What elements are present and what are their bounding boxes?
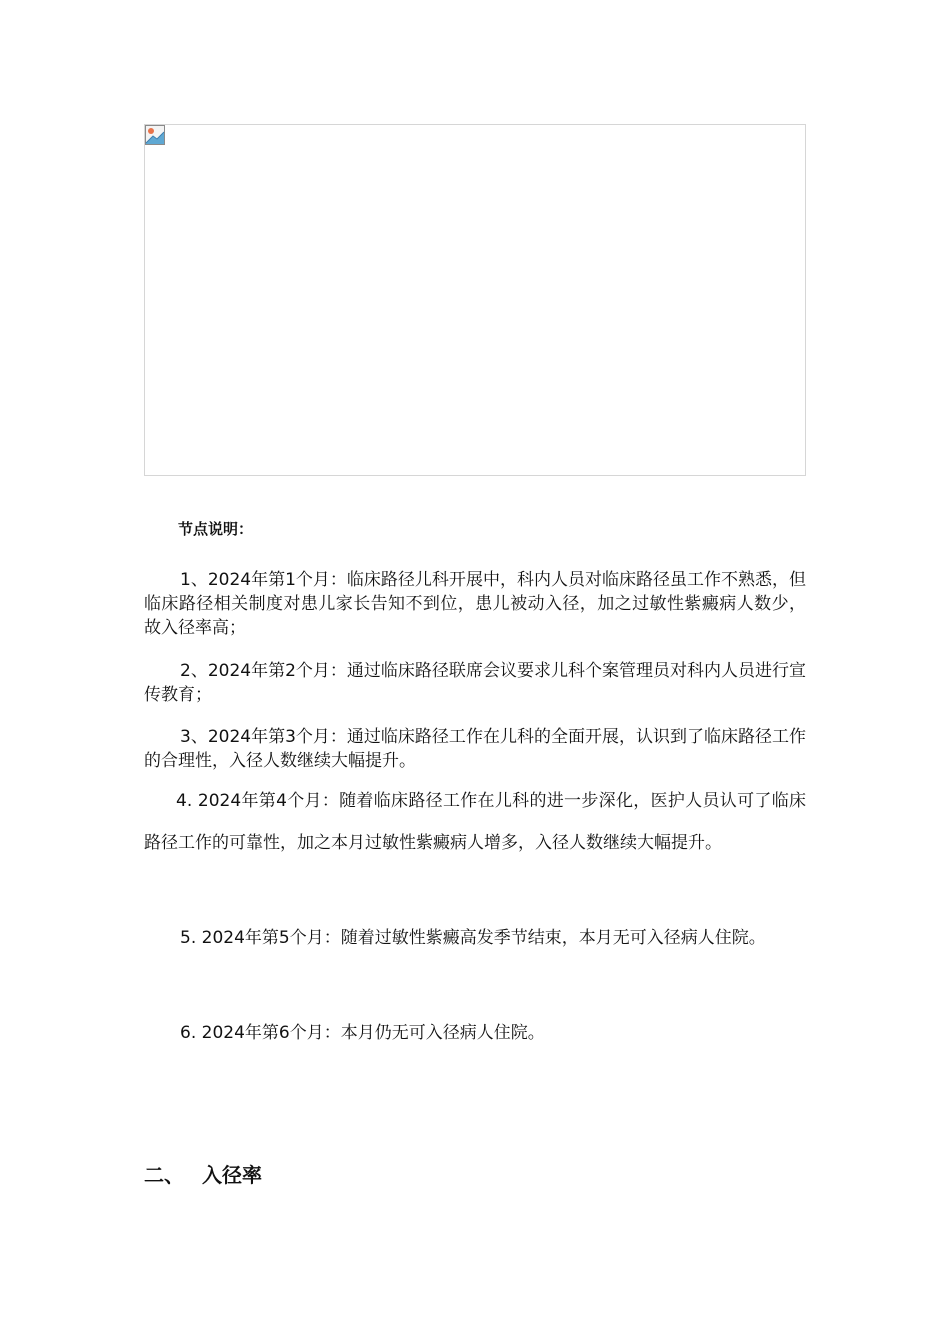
broken-image-icon [145,125,165,145]
notes-heading: 节点说明： [178,520,254,538]
note-item-6: 6. 2024年第6个月：本月仍无可入径病人住院。 [180,1023,545,1043]
note-item-1: 1、2024年第1个月：临床路径儿科开展中，科内人员对临床路径虽工作不熟悉，但临床路径相关制度对患儿家长告知不到位，患儿被动入径，加之过敏性紫癜病人数少，故入径率高； [144,570,806,638]
section-title: 入径率 [202,1163,262,1187]
note-item-3: 3、2024年第3个月：通过临床路径工作在儿科的全面开展，认识到了临床路径工作的合理性，入径人数继续大幅提升。 [144,727,806,771]
section-heading [144,1160,262,1190]
section-number: 二、 [144,1163,184,1187]
note-item-5: 5. 2024年第5个月：随着过敏性紫癜高发季节结束，本月无可入径病人住院。 [180,928,766,948]
chart-image-placeholder [144,124,806,476]
note-item-4: 4. 2024年第4个月：随着临床路径工作在儿科的进一步深化，医护人员认可了临床路径工作的可靠性，加之本月过敏性紫癜病人增多，入径人数继续大幅提升。 [144,791,806,853]
note-item-2: 2、2024年第2个月：通过临床路径联席会议要求儿科个案管理员对科内人员进行宣传教育； [144,661,806,705]
